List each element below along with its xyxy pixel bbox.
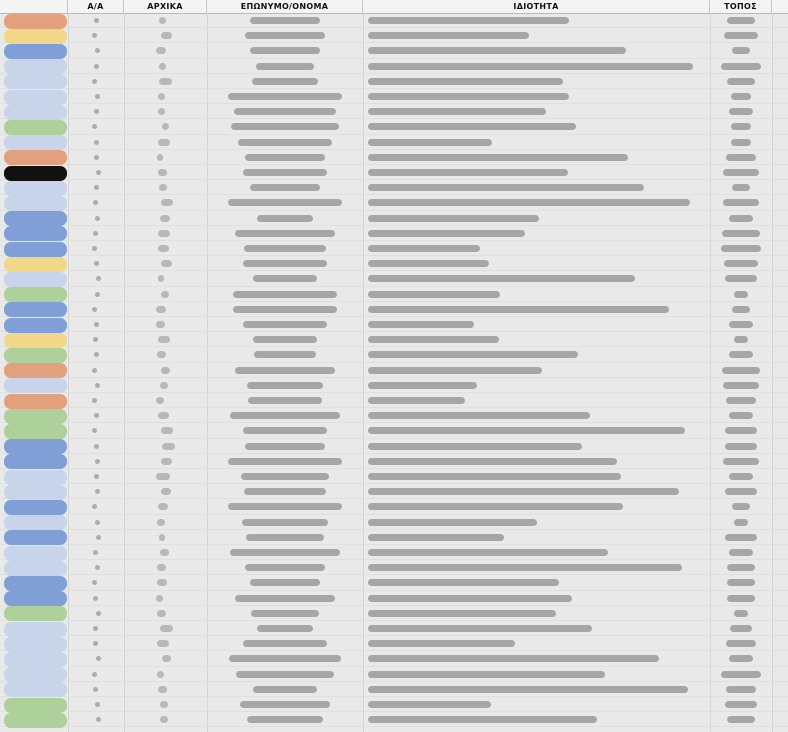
redacted-place bbox=[725, 701, 757, 708]
redacted-place bbox=[725, 488, 758, 495]
redacted-initials bbox=[158, 275, 164, 282]
redacted-role bbox=[368, 78, 563, 85]
redacted-name bbox=[247, 716, 322, 723]
row-color-tag bbox=[4, 394, 67, 409]
redacted-name bbox=[246, 534, 324, 541]
redacted-index bbox=[93, 550, 98, 555]
redacted-initials bbox=[158, 169, 168, 176]
row-color-tag bbox=[4, 166, 67, 181]
redacted-initials bbox=[156, 473, 170, 480]
redacted-initials bbox=[156, 397, 163, 404]
redacted-role bbox=[368, 701, 491, 708]
redacted-initials bbox=[157, 610, 166, 617]
redacted-name bbox=[228, 458, 342, 465]
row-color-tag bbox=[4, 409, 67, 424]
row-color-tag bbox=[4, 302, 67, 317]
redacted-place bbox=[722, 367, 760, 374]
redacted-name bbox=[250, 579, 320, 586]
redacted-index bbox=[94, 155, 99, 160]
header-place[interactable]: ΤΟΠΟΣ bbox=[710, 0, 772, 13]
redacted-name bbox=[229, 655, 341, 662]
redacted-initials bbox=[157, 671, 164, 678]
redacted-initials bbox=[159, 63, 166, 70]
row-color-tag bbox=[4, 470, 67, 485]
redacted-initials bbox=[157, 640, 169, 647]
redacted-role bbox=[368, 458, 617, 465]
redacted-role bbox=[368, 321, 474, 328]
row-color-tag bbox=[4, 546, 67, 561]
redacted-role bbox=[368, 336, 499, 343]
redacted-name bbox=[228, 503, 342, 510]
redacted-name bbox=[243, 321, 327, 328]
redacted-name bbox=[257, 625, 314, 632]
redacted-index bbox=[93, 596, 98, 601]
redacted-name bbox=[247, 382, 324, 389]
redacted-role bbox=[368, 169, 568, 176]
row-color-tag bbox=[4, 500, 67, 515]
redacted-name bbox=[241, 473, 329, 480]
redacted-role bbox=[368, 427, 685, 434]
redacted-initials bbox=[161, 291, 169, 298]
row-color-tag bbox=[4, 652, 67, 667]
redacted-role bbox=[368, 503, 623, 510]
row-color-tag bbox=[4, 698, 67, 713]
redacted-name bbox=[230, 549, 339, 556]
redacted-name bbox=[235, 595, 334, 602]
redacted-place bbox=[723, 199, 759, 206]
redacted-initials bbox=[161, 458, 171, 465]
redacted-place bbox=[734, 610, 749, 617]
redacted-role bbox=[368, 534, 504, 541]
redacted-initials bbox=[157, 154, 163, 161]
redacted-initials bbox=[159, 534, 165, 541]
redacted-initials bbox=[160, 382, 168, 389]
redacted-place bbox=[725, 534, 756, 541]
redacted-initials bbox=[159, 78, 173, 85]
redacted-name bbox=[248, 397, 321, 404]
redacted-role bbox=[368, 47, 626, 54]
redacted-index bbox=[92, 368, 97, 373]
row-color-tag bbox=[4, 515, 67, 530]
redacted-place bbox=[734, 519, 749, 526]
redacted-place bbox=[724, 260, 759, 267]
redacted-name bbox=[250, 47, 319, 54]
redacted-role bbox=[368, 184, 644, 191]
redacted-role bbox=[368, 443, 582, 450]
row-color-tag bbox=[4, 44, 67, 59]
redacted-initials bbox=[158, 245, 169, 252]
row-color-tag bbox=[4, 606, 67, 621]
redacted-role bbox=[368, 199, 690, 206]
redacted-name bbox=[233, 306, 338, 313]
row-color-tag bbox=[4, 439, 67, 454]
redacted-place bbox=[723, 169, 759, 176]
row-color-tag bbox=[4, 150, 67, 165]
redacted-initials bbox=[161, 488, 171, 495]
redacted-place bbox=[729, 321, 752, 328]
redacted-role bbox=[368, 686, 688, 693]
redacted-role bbox=[368, 610, 556, 617]
redacted-initials bbox=[159, 184, 167, 191]
redacted-role bbox=[368, 17, 569, 24]
redacted-name bbox=[228, 93, 342, 100]
header-role[interactable]: ΙΔΙΟΤΗΤΑ bbox=[363, 0, 710, 13]
redacted-role bbox=[368, 519, 537, 526]
header-initials[interactable]: ΑΡΧΙΚΑ bbox=[124, 0, 207, 13]
row-color-tag bbox=[4, 637, 67, 652]
redacted-role bbox=[368, 306, 669, 313]
row-divider bbox=[0, 726, 788, 727]
redacted-name bbox=[231, 123, 339, 130]
redacted-place bbox=[727, 579, 754, 586]
redacted-place bbox=[727, 716, 756, 723]
row-color-tag bbox=[4, 196, 67, 211]
redacted-role bbox=[368, 63, 693, 70]
redacted-index bbox=[94, 322, 99, 327]
row-color-tag bbox=[4, 591, 67, 606]
redacted-initials bbox=[157, 564, 166, 571]
redacted-initials bbox=[161, 367, 171, 374]
redacted-index bbox=[94, 64, 99, 69]
row-color-tag bbox=[4, 257, 67, 272]
redacted-name bbox=[235, 230, 334, 237]
redacted-name bbox=[245, 32, 325, 39]
redacted-initials bbox=[161, 199, 174, 206]
redacted-index bbox=[95, 292, 100, 297]
redacted-place bbox=[721, 671, 760, 678]
redacted-name bbox=[250, 184, 319, 191]
row-color-tag bbox=[4, 530, 67, 545]
redacted-initials bbox=[161, 32, 172, 39]
redacted-place bbox=[729, 108, 752, 115]
redacted-initials bbox=[160, 215, 170, 222]
redacted-name bbox=[233, 291, 338, 298]
redacted-place bbox=[726, 686, 756, 693]
header-row bbox=[0, 0, 788, 14]
redacted-index bbox=[94, 18, 99, 23]
redacted-index bbox=[96, 611, 101, 616]
row-color-tag bbox=[4, 211, 67, 226]
redacted-place bbox=[726, 397, 756, 404]
row-color-tag bbox=[4, 59, 67, 74]
redacted-name bbox=[235, 367, 334, 374]
redacted-name bbox=[243, 260, 326, 267]
redacted-role bbox=[368, 595, 572, 602]
redacted-name bbox=[236, 671, 334, 678]
redacted-index bbox=[95, 216, 100, 221]
redacted-name bbox=[254, 351, 316, 358]
redacted-place bbox=[731, 93, 751, 100]
redacted-role bbox=[368, 260, 489, 267]
redacted-place bbox=[724, 32, 758, 39]
row-color-tag bbox=[4, 287, 67, 302]
row-color-tag bbox=[4, 181, 67, 196]
redacted-role bbox=[368, 382, 477, 389]
redacted-place bbox=[723, 382, 760, 389]
redacted-role bbox=[368, 579, 559, 586]
row-color-tag bbox=[4, 242, 67, 257]
row-color-tag bbox=[4, 454, 67, 469]
header-name[interactable]: ΕΠΩΝΥΜΟ/ΟΝΟΜΑ bbox=[207, 0, 363, 13]
redacted-role bbox=[368, 154, 628, 161]
redacted-role bbox=[368, 230, 525, 237]
redacted-initials bbox=[162, 655, 171, 662]
redacted-initials bbox=[158, 139, 170, 146]
redacted-role bbox=[368, 671, 605, 678]
redacted-name bbox=[240, 701, 330, 708]
row-color-tag bbox=[4, 576, 67, 591]
redacted-role bbox=[368, 139, 492, 146]
redacted-index bbox=[96, 170, 101, 175]
redacted-place bbox=[732, 503, 750, 510]
redacted-name bbox=[256, 63, 314, 70]
redacted-index bbox=[92, 672, 97, 677]
redacted-place bbox=[727, 78, 755, 85]
redacted-initials bbox=[157, 351, 166, 358]
redacted-role bbox=[368, 655, 659, 662]
redacted-role bbox=[368, 625, 592, 632]
redacted-name bbox=[252, 78, 318, 85]
redacted-initials bbox=[157, 519, 165, 526]
redacted-role bbox=[368, 123, 576, 130]
redacted-role bbox=[368, 397, 465, 404]
redacted-place bbox=[727, 564, 756, 571]
row-color-tag bbox=[4, 272, 67, 287]
redacted-name bbox=[244, 245, 325, 252]
row-color-tag bbox=[4, 348, 67, 363]
redacted-name bbox=[238, 139, 332, 146]
redacted-name bbox=[251, 610, 319, 617]
redacted-name bbox=[245, 154, 325, 161]
redacted-index bbox=[94, 261, 99, 266]
header-tag-column[interactable] bbox=[0, 0, 68, 13]
redacted-name bbox=[243, 169, 328, 176]
redacted-role bbox=[368, 291, 500, 298]
redacted-place bbox=[731, 123, 751, 130]
redacted-initials bbox=[160, 625, 173, 632]
redacted-place bbox=[734, 291, 749, 298]
redacted-place bbox=[726, 640, 756, 647]
redacted-place bbox=[732, 306, 750, 313]
redacted-initials bbox=[158, 336, 170, 343]
redacted-place bbox=[726, 154, 757, 161]
redacted-name bbox=[245, 564, 325, 571]
redacted-role bbox=[368, 549, 608, 556]
redacted-index bbox=[93, 626, 98, 631]
redacted-role bbox=[368, 488, 679, 495]
redacted-name bbox=[253, 686, 318, 693]
redacted-role bbox=[368, 473, 621, 480]
redacted-initials bbox=[161, 260, 172, 267]
redacted-role bbox=[368, 108, 546, 115]
row-color-tag bbox=[4, 424, 67, 439]
redacted-place bbox=[727, 17, 754, 24]
redacted-index bbox=[93, 687, 98, 692]
redacted-role bbox=[368, 367, 542, 374]
redacted-name bbox=[244, 488, 326, 495]
redacted-index bbox=[94, 444, 99, 449]
row-color-tag bbox=[4, 120, 67, 135]
redacted-place bbox=[734, 336, 748, 343]
redacted-place bbox=[729, 549, 753, 556]
redacted-index bbox=[95, 520, 100, 525]
redacted-index bbox=[95, 459, 100, 464]
redacted-name bbox=[242, 519, 329, 526]
redacted-place bbox=[722, 230, 761, 237]
redacted-place bbox=[732, 184, 749, 191]
redacted-initials bbox=[162, 443, 175, 450]
redacted-name bbox=[257, 215, 313, 222]
redacted-index bbox=[95, 94, 100, 99]
header-extra[interactable] bbox=[772, 0, 788, 13]
redacted-role bbox=[368, 564, 682, 571]
redacted-name bbox=[243, 427, 328, 434]
row-color-tag bbox=[4, 622, 67, 637]
redacted-name bbox=[253, 275, 317, 282]
redacted-place bbox=[723, 458, 759, 465]
table-body bbox=[0, 13, 788, 732]
redacted-index bbox=[93, 231, 98, 236]
redacted-name bbox=[250, 17, 320, 24]
row-color-tag bbox=[4, 667, 67, 682]
redacted-role bbox=[368, 275, 635, 282]
redacted-name bbox=[228, 199, 341, 206]
redacted-initials bbox=[156, 595, 162, 602]
row-color-tag bbox=[4, 226, 67, 241]
redacted-name bbox=[230, 412, 339, 419]
row-color-tag bbox=[4, 135, 67, 150]
redacted-initials bbox=[157, 579, 167, 586]
redacted-name bbox=[243, 640, 328, 647]
redacted-place bbox=[729, 215, 752, 222]
redacted-place bbox=[725, 443, 757, 450]
redacted-role bbox=[368, 93, 569, 100]
redacted-place bbox=[721, 63, 760, 70]
redacted-index bbox=[96, 535, 101, 540]
redacted-name bbox=[253, 336, 316, 343]
redacted-initials bbox=[156, 321, 164, 328]
redacted-initials bbox=[158, 412, 168, 419]
redacted-place bbox=[729, 412, 754, 419]
redacted-role bbox=[368, 351, 578, 358]
row-color-tag bbox=[4, 363, 67, 378]
redacted-index bbox=[94, 185, 99, 190]
redacted-index bbox=[94, 413, 99, 418]
redacted-initials bbox=[160, 549, 168, 556]
redacted-initials bbox=[158, 503, 168, 510]
redacted-place bbox=[725, 275, 757, 282]
redacted-role bbox=[368, 32, 529, 39]
redacted-place bbox=[729, 655, 754, 662]
row-color-tag bbox=[4, 561, 67, 576]
redacted-place bbox=[731, 139, 751, 146]
row-color-tag bbox=[4, 713, 67, 728]
redacted-role bbox=[368, 640, 515, 647]
row-color-tag bbox=[4, 14, 67, 29]
row-color-tag bbox=[4, 90, 67, 105]
row-color-tag bbox=[4, 378, 67, 393]
redacted-place bbox=[725, 427, 757, 434]
redacted-initials bbox=[156, 306, 166, 313]
redacted-name bbox=[234, 108, 335, 115]
row-color-tag bbox=[4, 105, 67, 120]
redacted-role bbox=[368, 215, 539, 222]
row-color-tag bbox=[4, 485, 67, 500]
redacted-index bbox=[95, 383, 100, 388]
redacted-place bbox=[721, 245, 761, 252]
row-color-tag bbox=[4, 74, 67, 89]
redacted-initials bbox=[158, 230, 169, 237]
row-color-tag bbox=[4, 682, 67, 697]
redacted-name bbox=[245, 443, 325, 450]
redacted-index bbox=[94, 474, 99, 479]
redacted-place bbox=[730, 625, 751, 632]
redacted-initials bbox=[161, 427, 172, 434]
redacted-role bbox=[368, 412, 590, 419]
redacted-index bbox=[92, 246, 97, 251]
redacted-place bbox=[729, 473, 753, 480]
redacted-role bbox=[368, 245, 480, 252]
redacted-place bbox=[732, 47, 750, 54]
row-color-tag bbox=[4, 318, 67, 333]
redacted-role bbox=[368, 716, 597, 723]
row-color-tag bbox=[4, 29, 67, 44]
redacted-place bbox=[727, 595, 755, 602]
header-index[interactable]: Α/Α bbox=[68, 0, 124, 13]
redacted-place bbox=[729, 351, 754, 358]
row-color-tag bbox=[4, 333, 67, 348]
redacted-initials bbox=[158, 686, 167, 693]
redacted-initials bbox=[158, 93, 165, 100]
